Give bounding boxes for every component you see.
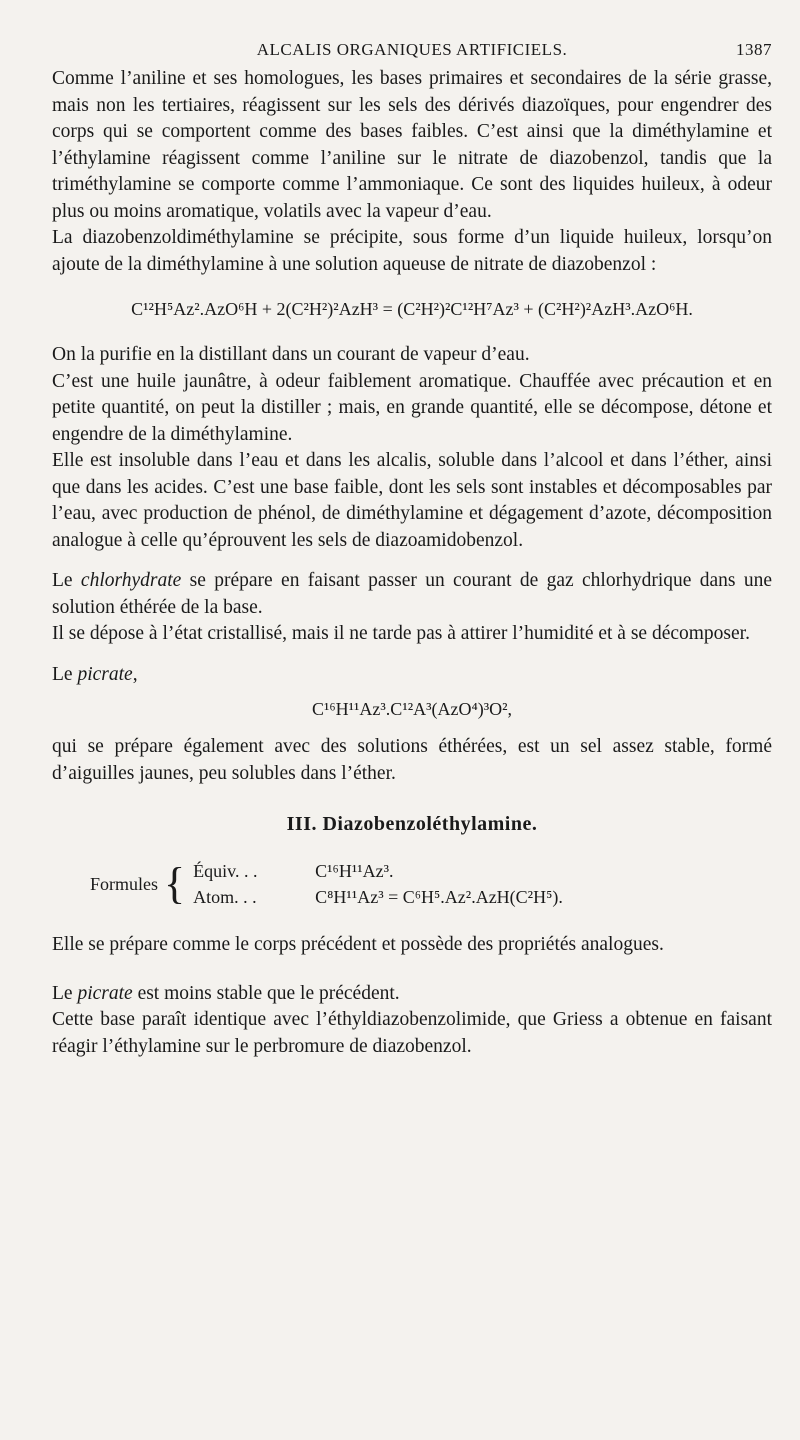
formula-row: Équiv. . . C¹⁶H¹¹Az³. [193, 861, 394, 881]
section-title: III. Diazobenzoléthylamine. [286, 813, 538, 835]
paragraph: Elle se prépare comme le corps précédent et possède des propriétés analogues. [52, 934, 664, 955]
picrate-formula: C¹⁶H¹¹Az³.C¹²A³(AzO⁴)³O², [311, 699, 513, 719]
paragraph: Il se dépose à l’état cristallisé, mais il ne tarde pas à attirer l’humidité et à se décomposer. [52, 623, 750, 644]
paragraph: Cette base paraît identique avec l’éthyldiazobenzolimide, que Griess a obtenue en faisant réagir l’éthylamine sur le perbromure de diazobenzol. [52, 1009, 772, 1057]
paragraph: Comme l’aniline et ses homologues, les bases primaires et secondaires de la série grasse, mais non les tertiaires, réagissent sur les sels des dérivés diazoïques, pour engendrer des corps qui se comportent comme des bases faibles. C’est ainsi que la diméthylamine et l’éthylamine réagissent comme l’aniline sur le nitrate de diazobenzol, tandis que la triméthylamine se comporte comme l’ammoniaque. Ce sont des liquides huileux, à odeur plus ou moins aromatique, volatils avec la vapeur d’eau. [52, 68, 772, 222]
reaction-formula: C¹²H⁵Az².AzO⁶H + 2(C²H²)²AzH³ = (C²H²)²C¹²H⁷Az³ + (C²H²)²AzH³.AzO⁶H. [131, 299, 693, 319]
paragraph: qui se prépare également avec des solutions éthérées, est un sel assez stable, formé d’aiguilles jaunes, peu solubles dans l’éther. [52, 736, 772, 784]
paragraph: On la purifie en la distillant dans un courant de vapeur d’eau. [52, 344, 530, 365]
paragraph: Le chlorhydrate se prépare en faisant passer un courant de gaz chlorhydrique dans une solution éthérée de la base. [52, 570, 772, 618]
brace-icon: { [164, 859, 186, 908]
page-number: 1387 [736, 40, 772, 59]
paragraph: Le picrate, [52, 663, 138, 685]
formula-table [90, 858, 772, 910]
running-header [52, 40, 772, 66]
paragraph: C’est une huile jaunâtre, à odeur faiblement aromatique. Chauffée avec précaution et en petite quantité, on peut la distiller ; mais, en grande quantité, elle se décompose, détone et engendre de la diméthylamine. [52, 370, 772, 445]
formula-row: Atom. . . C⁸H¹¹Az³ = C⁶H⁵.Az².AzH(C²H⁵). [193, 887, 563, 907]
paragraph: Le picrate est moins stable que le précédent. [52, 982, 400, 1004]
paragraph: Elle est insoluble dans l’eau et dans les alcalis, soluble dans l’alcool et dans l’éther, ainsi que dans les acides. C’est une base faible, dont les sels sont instables et décomposables par l’eau, avec production de phénol, de diméthylamine et dégagement d’azote, décomposition analogue à celle qu’éprouvent les sels de diazoamidobenzol. [52, 450, 772, 551]
running-title: ALCALIS ORGANIQUES ARTIFICIELS. [256, 40, 568, 59]
formula-label: Formules [90, 873, 159, 894]
paragraph: La diazobenzoldiméthylamine se précipite, sous forme d’un liquide huileux, lorsqu’on ajoute de la diméthylamine à une solution aqueuse de nitrate de diazobenzol : [52, 227, 772, 275]
page [52, 40, 772, 1060]
